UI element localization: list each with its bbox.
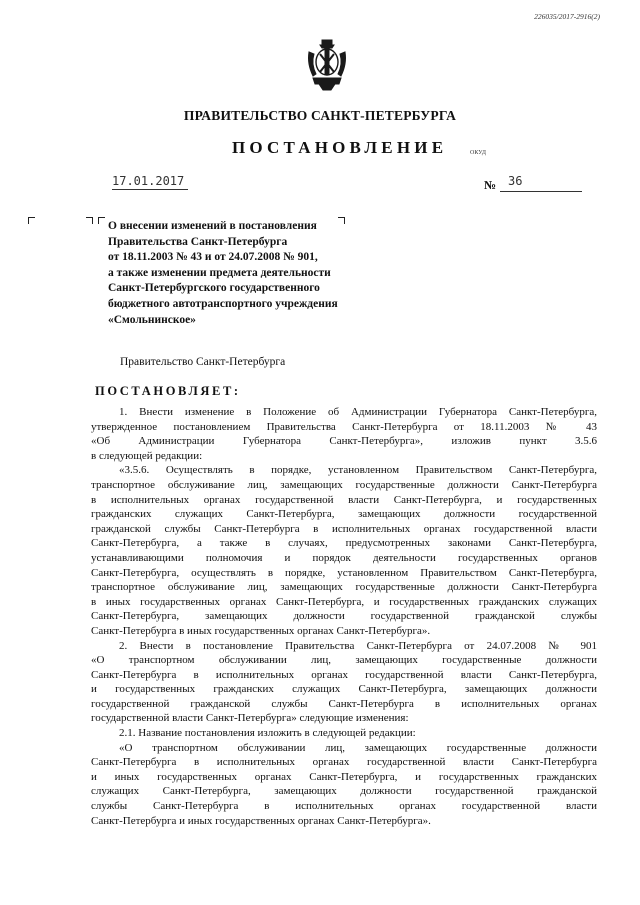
decree-date: 17.01.2017 xyxy=(112,174,188,190)
decree-body-text xyxy=(91,405,597,828)
body-line: Санкт-Петербурга в исполнительных органах государственной власти Санкт-Петербурга xyxy=(91,756,597,769)
issuing-body: Правительство Санкт-Петербурга xyxy=(120,356,286,368)
body-line: Санкт-Петербурга, а также в случаях, предусмотренных законами Санкт-Петербурга, xyxy=(91,537,597,550)
body-line: «О транспортном обслуживании лиц, замещающих государственные должности xyxy=(91,654,597,667)
document-type: ПОСТАНОВЛЕНИЕ xyxy=(232,138,448,157)
title-line: а также изменении предмета деятельности xyxy=(108,266,331,279)
government-name: ПРАВИТЕЛЬСТВО САНКТ-ПЕТЕРБУРГА xyxy=(183,108,457,123)
title-line: Правительства Санкт-Петербурга xyxy=(108,235,288,248)
body-line: Санкт-Петербурга, замещающих должности государственной гражданской службы xyxy=(91,610,597,623)
body-line: в исполнительных органах государственной власти Санкт-Петербурга, и государственных xyxy=(91,493,597,506)
number-underline xyxy=(500,191,582,192)
body-line: «3.5.6. Осуществлять в порядке, установленном Правительством Санкт-Петербурга, xyxy=(119,464,597,477)
body-line: в иных государственных органах Санкт-Петербурга, и государственных гражданских служащих xyxy=(91,595,597,608)
body-line: транспортное обслуживание лиц, замещающих государственные должности Санкт-Петербурга xyxy=(91,581,597,594)
body-line: Санкт-Петербурга в исполнительных органах государственной власти Санкт-Петербурга, xyxy=(91,668,597,681)
document-code: 226035/2017-2916(2) xyxy=(534,12,600,21)
body-line: служащих Санкт-Петербурга, замещающих должности государственной гражданской xyxy=(91,785,597,798)
body-line: гражданской службы Санкт-Петербурга в исполнительных органах государственной власти xyxy=(91,522,597,535)
decree-number: 36 xyxy=(508,174,523,188)
body-line: гражданских служащих Санкт-Петербурга, замещающих должности государственной xyxy=(91,508,597,521)
body-line: «О транспортном обслуживании лиц, замещающих государственные должности xyxy=(119,741,597,754)
body-line: 2.1. Название постановления изложить в следующей редакции: xyxy=(119,727,416,740)
body-line: транспортное обслуживание лиц, замещающих государственные должности Санкт-Петербурга xyxy=(91,478,597,491)
body-line: в следующей редакции: xyxy=(91,449,203,462)
title-line: Санкт-Петербургского государственного xyxy=(108,282,320,295)
coat-of-arms-emblem xyxy=(305,38,349,92)
title-line: от 18.11.2003 № 43 и от 24.07.2008 № 901, xyxy=(108,251,318,264)
title-corner-mid-left xyxy=(98,217,105,224)
body-line: утвержденное постановлением Правительства Санкт-Петербурга от 18.11.2003 № 43 xyxy=(91,420,597,433)
body-line: «Об Администрации Губернатора Санкт-Петербурга», изложив пункт 3.5.6 xyxy=(91,435,597,448)
body-line: Санкт-Петербурга в иных государственных органах Санкт-Петербурга». xyxy=(91,624,431,637)
body-line: службы Санкт-Петербурга в исполнительных органах государственной власти xyxy=(91,800,597,813)
decree-title xyxy=(108,219,358,328)
body-line: 1. Внести изменение в Положение об Администрации Губернатора Санкт-Петербурга, xyxy=(119,406,597,418)
body-line: Санкт-Петербурга, осуществлять в порядке, установленном Правительством Санкт-Петербурга, xyxy=(91,566,597,579)
body-line: Санкт-Петербурга и иных государственных органах Санкт-Петербурга». xyxy=(91,814,431,827)
resolves-heading: ПОСТАНОВЛЯЕТ: xyxy=(95,384,241,398)
body-line: государственной власти Санкт-Петербурга» следующие изменения: xyxy=(91,712,409,725)
title-line: бюджетного автотранспортного учреждения xyxy=(108,297,338,310)
body-line: и государственных гражданских служащих Санкт-Петербурга, замещающих должности xyxy=(91,683,597,696)
body-line: устанавливающими полномочия и порядок деятельности государственных органов xyxy=(91,551,597,564)
title-corner-left xyxy=(28,217,35,224)
title-line: О внесении изменений в постановления xyxy=(108,220,317,232)
body-line: и иных государственных органах Санкт-Петербурга, и государственных гражданских xyxy=(91,770,597,783)
title-corner-mid-right xyxy=(86,217,93,224)
body-line: государственной гражданской службы Санкт-Петербурга в исполнительных органах xyxy=(91,697,597,710)
number-sign: № xyxy=(484,178,497,192)
body-line: 2. Внести в постановление Правительства Санкт-Петербурга от 24.07.2008 № 901 xyxy=(119,639,597,652)
okud-label: ОКУД xyxy=(470,150,486,156)
title-line: «Смольнинское» xyxy=(108,313,196,326)
